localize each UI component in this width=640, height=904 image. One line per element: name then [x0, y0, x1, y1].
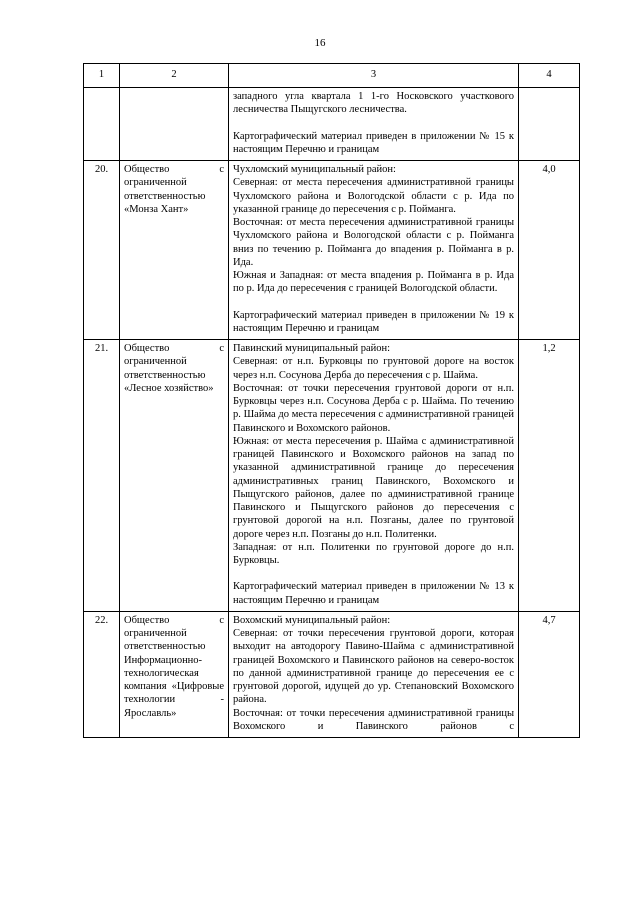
page-number: 16 [314, 37, 326, 49]
header-cell: 1 [84, 64, 120, 88]
desc-paragraph: Южная: от места пересечения р. Шайма с административной границей Павинского и Вохомского районов на запад по указанной административной границе до пересечения административных границ Павинского, Вохомского и Пыщугского районов, далее по административной границе Павинского и Пыщугского районов до пересечения с грунтовой дорогой на н.п. Позганы, далее по грунтовой дороге через н.п. Позганы до н.п. Политенки. [233, 435, 514, 540]
row-organization [120, 340, 229, 612]
row-area: 4,0 [519, 161, 580, 340]
desc-paragraph: Картографический материал приведен в приложении № 15 к настоящим Перечню и границам [233, 130, 514, 155]
org-text: Общество с ограниченной ответственностью «Монза Хант» [124, 164, 224, 215]
header-cell: 2 [120, 64, 229, 88]
desc-paragraph: Северная: от места пересечения административной границы Чухломского района и Вологодской области с р. Ида по указанной границе до пересечения с р. Поймангa. [233, 177, 514, 215]
row-number: 21. [84, 340, 120, 612]
desc-paragraph: Южная и Западная: от места впадения р. Поймангa в р. Ида по р. Ида до пересечения с границей Вологодской области. [233, 270, 514, 295]
table-row [84, 611, 580, 737]
row-area [519, 88, 580, 161]
row-description [229, 88, 519, 161]
desc-paragraph: Северная: от н.п. Бурковцы по грунтовой дороге на восток через н.п. Сосунова Дерба до пересечения с р. Шайма. [233, 356, 514, 381]
desc-paragraph: Западная: от н.п. Политенки по грунтовой дороге до н.п. Бурковцы. [233, 541, 514, 566]
desc-paragraph: Северная: от точки пересечения грунтовой дороги, которая выходит на автодорогу Павино-Шайма с административной границей Вохомского и Павинского районов на северо-восток по данной административной границе до пересечения ее с грунтовой дорогой, идущей до ур. Степановский Вохомского района. [233, 628, 514, 706]
row-description [229, 161, 519, 340]
row-number: 20. [84, 161, 120, 340]
desc-gap [233, 117, 514, 130]
org-text: Общество с ограниченной ответственностью «Лесное хозяйство» [124, 343, 224, 394]
table-row [84, 161, 580, 340]
desc-paragraph: Восточная: от точки пересечения административной границы Вохомского и Павинского районов с [233, 707, 514, 732]
boundaries-table [83, 63, 580, 738]
desc-paragraph: Чухломский муниципальный район: [233, 164, 396, 175]
desc-paragraph: Восточная: от точки пересечения грунтовой дороги от н.п. Бурковцы через н.п. Сосунова Дерба с р. Шайма. По течению р. Шайма до места пересечения с административной границей Павинского и Вохомского районов. [233, 382, 514, 434]
desc-paragraph: Картографический материал приведен в приложении № 13 к настоящим Перечню и границам [233, 581, 514, 606]
row-description [229, 611, 519, 737]
table-row [84, 340, 580, 612]
row-organization [120, 611, 229, 737]
row-description [229, 340, 519, 612]
desc-gap [233, 567, 514, 580]
desc-paragraph: западного угла квартала 1 1-го Носковского участкового лесничества Пыщугского лесничества. [233, 91, 514, 116]
table-header-row [84, 64, 580, 88]
row-area: 4,7 [519, 611, 580, 737]
header-cell: 4 [519, 64, 580, 88]
desc-paragraph: Картографический материал приведен в приложении № 19 к настоящим Перечню и границам [233, 309, 514, 334]
row-number [84, 88, 120, 161]
table-row [84, 88, 580, 161]
row-organization [120, 88, 229, 161]
desc-paragraph: Павинский муниципальный район: [233, 343, 391, 354]
desc-paragraph: Восточная: от места пересечения административной границы Чухломского района и Вологодской области с р. Поймангa вниз по течению р. Поймангa до впадения р. Поймангa в р. Ида. [233, 217, 514, 268]
row-number: 22. [84, 611, 120, 737]
row-area: 1,2 [519, 340, 580, 612]
row-organization [120, 161, 229, 340]
org-text: Общество с ограниченной ответственностью Информационно-технологическая компания «Цифровые технологии - Ярославль» [124, 614, 224, 719]
header-cell: 3 [229, 64, 519, 88]
desc-gap [233, 296, 514, 309]
desc-paragraph: Вохомский муниципальный район: [233, 614, 391, 626]
